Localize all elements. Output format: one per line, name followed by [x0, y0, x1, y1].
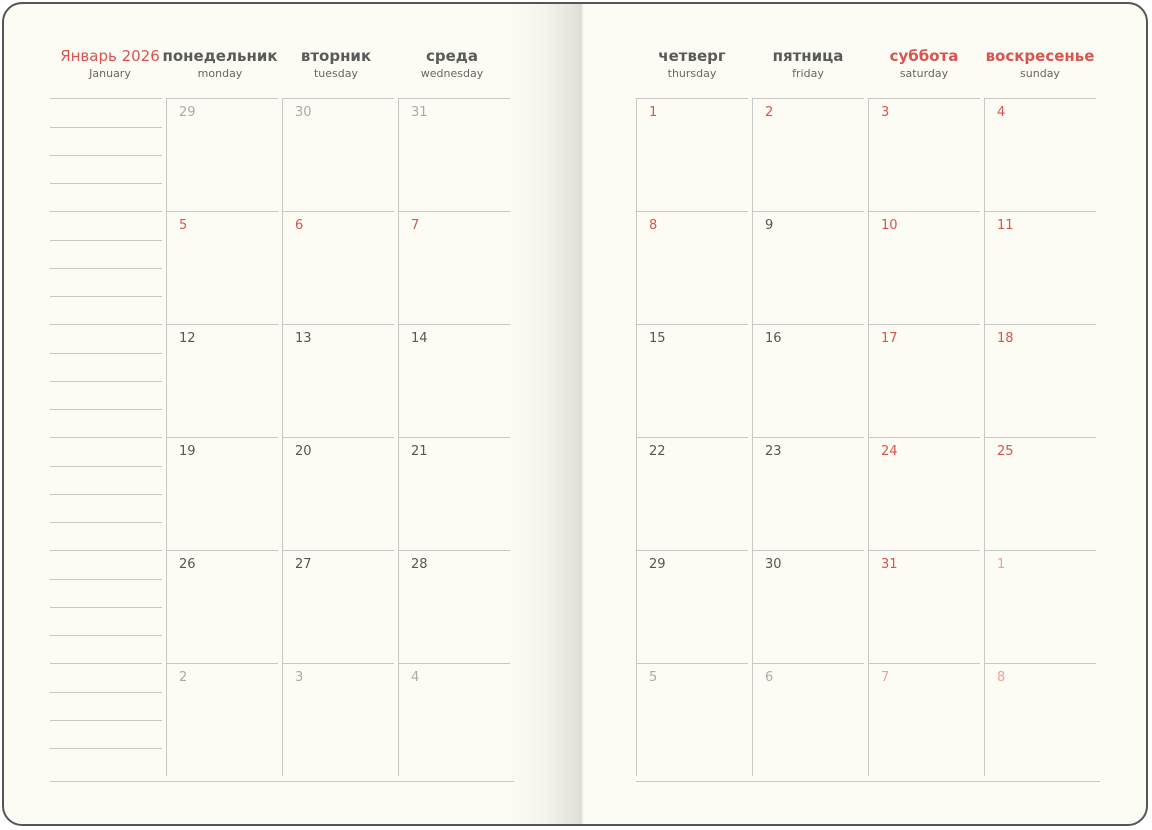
day-cell[interactable]: [636, 324, 748, 437]
day-cell[interactable]: [752, 550, 864, 663]
day-name-en: friday: [792, 67, 824, 80]
day-number: 4: [997, 105, 1006, 120]
note-line: [50, 381, 162, 382]
day-name-ru: пятница: [772, 47, 844, 65]
day-number: 26: [179, 557, 196, 572]
day-number: 18: [997, 331, 1014, 346]
day-cell[interactable]: [166, 550, 278, 663]
day-number: 11: [997, 218, 1014, 233]
day-cell[interactable]: [636, 98, 748, 211]
note-line: [50, 127, 162, 128]
note-line: [50, 240, 162, 241]
day-cell[interactable]: [868, 550, 980, 663]
note-line: [50, 607, 162, 608]
note-line: [50, 579, 162, 580]
day-cell[interactable]: [984, 437, 1096, 550]
day-name-en: sunday: [1020, 67, 1060, 80]
day-number: 7: [881, 670, 890, 685]
month-title: Январь 2026: [60, 47, 160, 65]
day-cell[interactable]: [398, 324, 510, 437]
note-line: [50, 409, 162, 410]
day-number: 16: [765, 331, 782, 346]
day-number: 29: [179, 105, 196, 120]
note-line: [50, 296, 162, 297]
day-number: 27: [295, 557, 312, 572]
day-cell[interactable]: [398, 437, 510, 550]
day-number: 25: [997, 444, 1014, 459]
day-name-ru: воскресенье: [985, 47, 1095, 65]
day-cell[interactable]: [752, 98, 864, 211]
day-cell[interactable]: [752, 324, 864, 437]
day-name-ru: среда: [425, 47, 479, 65]
day-number: 15: [649, 331, 666, 346]
day-cell[interactable]: [636, 550, 748, 663]
day-number: 3: [295, 670, 304, 685]
day-number: 4: [411, 670, 420, 685]
day-cell[interactable]: [984, 550, 1096, 663]
day-number: 8: [649, 218, 658, 233]
day-header-thursday: [634, 47, 750, 80]
day-name-ru: четверг: [658, 47, 726, 65]
note-line: [50, 155, 162, 156]
day-cell[interactable]: [282, 663, 394, 776]
month-subtitle: January: [89, 67, 131, 80]
week-notes[interactable]: [50, 663, 162, 776]
day-cell[interactable]: [166, 324, 278, 437]
day-number: 5: [179, 218, 188, 233]
day-cell[interactable]: [752, 437, 864, 550]
day-name-en: thursday: [667, 67, 717, 80]
day-number: 13: [295, 331, 312, 346]
note-line: [50, 635, 162, 636]
note-line: [50, 466, 162, 467]
note-line: [50, 183, 162, 184]
day-number: 9: [765, 218, 774, 233]
day-number: 17: [881, 331, 898, 346]
day-header-tuesday: [278, 47, 394, 80]
day-cell[interactable]: [282, 437, 394, 550]
page-gutter-shadow: [504, 4, 584, 824]
note-line: [50, 522, 162, 523]
day-cell[interactable]: [282, 324, 394, 437]
week-notes[interactable]: [50, 437, 162, 550]
day-cell[interactable]: [636, 211, 748, 324]
day-name-en: monday: [197, 67, 243, 80]
right-page-bottom-rule: [636, 781, 1100, 782]
week-notes[interactable]: [50, 211, 162, 324]
day-number: 1: [997, 557, 1006, 572]
day-cell[interactable]: [282, 98, 394, 211]
day-number: 28: [411, 557, 428, 572]
note-line: [50, 353, 162, 354]
day-number: 24: [881, 444, 898, 459]
day-number: 19: [179, 444, 196, 459]
day-name-en: wednesday: [420, 67, 484, 80]
day-cell[interactable]: [166, 211, 278, 324]
day-number: 23: [765, 444, 782, 459]
day-number: 22: [649, 444, 666, 459]
day-number: 14: [411, 331, 428, 346]
day-header-friday: [750, 47, 866, 80]
day-cell[interactable]: [984, 663, 1096, 776]
day-name-en: tuesday: [313, 67, 359, 80]
note-line: [50, 494, 162, 495]
day-cell[interactable]: [752, 663, 864, 776]
left-page-bottom-rule: [50, 781, 514, 782]
day-cell[interactable]: [398, 550, 510, 663]
day-cell[interactable]: [984, 324, 1096, 437]
day-name-ru: вторник: [300, 47, 372, 65]
day-number: 8: [997, 670, 1006, 685]
day-number: 6: [765, 670, 774, 685]
day-cell[interactable]: [166, 98, 278, 211]
day-cell[interactable]: [282, 211, 394, 324]
day-cell[interactable]: [166, 663, 278, 776]
day-cell[interactable]: [868, 437, 980, 550]
month-header: [52, 47, 168, 80]
day-name-en: saturday: [899, 67, 949, 80]
day-cell[interactable]: [868, 211, 980, 324]
day-cell[interactable]: [752, 211, 864, 324]
week-notes[interactable]: [50, 550, 162, 663]
day-cell[interactable]: [868, 663, 980, 776]
day-cell[interactable]: [868, 98, 980, 211]
note-line: [50, 720, 162, 721]
note-line: [50, 748, 162, 749]
day-number: 2: [765, 105, 774, 120]
day-header-wednesday: [394, 47, 510, 80]
day-cell[interactable]: [398, 663, 510, 776]
week-notes[interactable]: [50, 324, 162, 437]
day-number: 6: [295, 218, 304, 233]
note-line: [50, 692, 162, 693]
day-number: 10: [881, 218, 898, 233]
day-cell[interactable]: [282, 550, 394, 663]
week-notes[interactable]: [50, 98, 162, 211]
day-number: 29: [649, 557, 666, 572]
day-number: 30: [765, 557, 782, 572]
day-number: 21: [411, 444, 428, 459]
day-number: 3: [881, 105, 890, 120]
day-cell[interactable]: [984, 211, 1096, 324]
day-header-saturday: [866, 47, 982, 80]
day-number: 30: [295, 105, 312, 120]
day-header-monday: [162, 47, 278, 80]
day-cell[interactable]: [398, 211, 510, 324]
day-cell[interactable]: [166, 437, 278, 550]
note-line: [50, 268, 162, 269]
day-cell[interactable]: [868, 324, 980, 437]
day-header-sunday: [982, 47, 1098, 80]
day-number: 1: [649, 105, 658, 120]
day-number: 31: [881, 557, 898, 572]
day-name-ru: понедельник: [162, 47, 278, 65]
planner-spread: [2, 2, 1148, 826]
day-number: 12: [179, 331, 196, 346]
day-cell[interactable]: [398, 98, 510, 211]
day-number: 5: [649, 670, 658, 685]
day-cell[interactable]: [984, 98, 1096, 211]
day-cell[interactable]: [636, 437, 748, 550]
day-number: 7: [411, 218, 420, 233]
day-number: 20: [295, 444, 312, 459]
day-number: 31: [411, 105, 428, 120]
day-name-ru: суббота: [889, 47, 959, 65]
day-number: 2: [179, 670, 188, 685]
day-cell[interactable]: [636, 663, 748, 776]
